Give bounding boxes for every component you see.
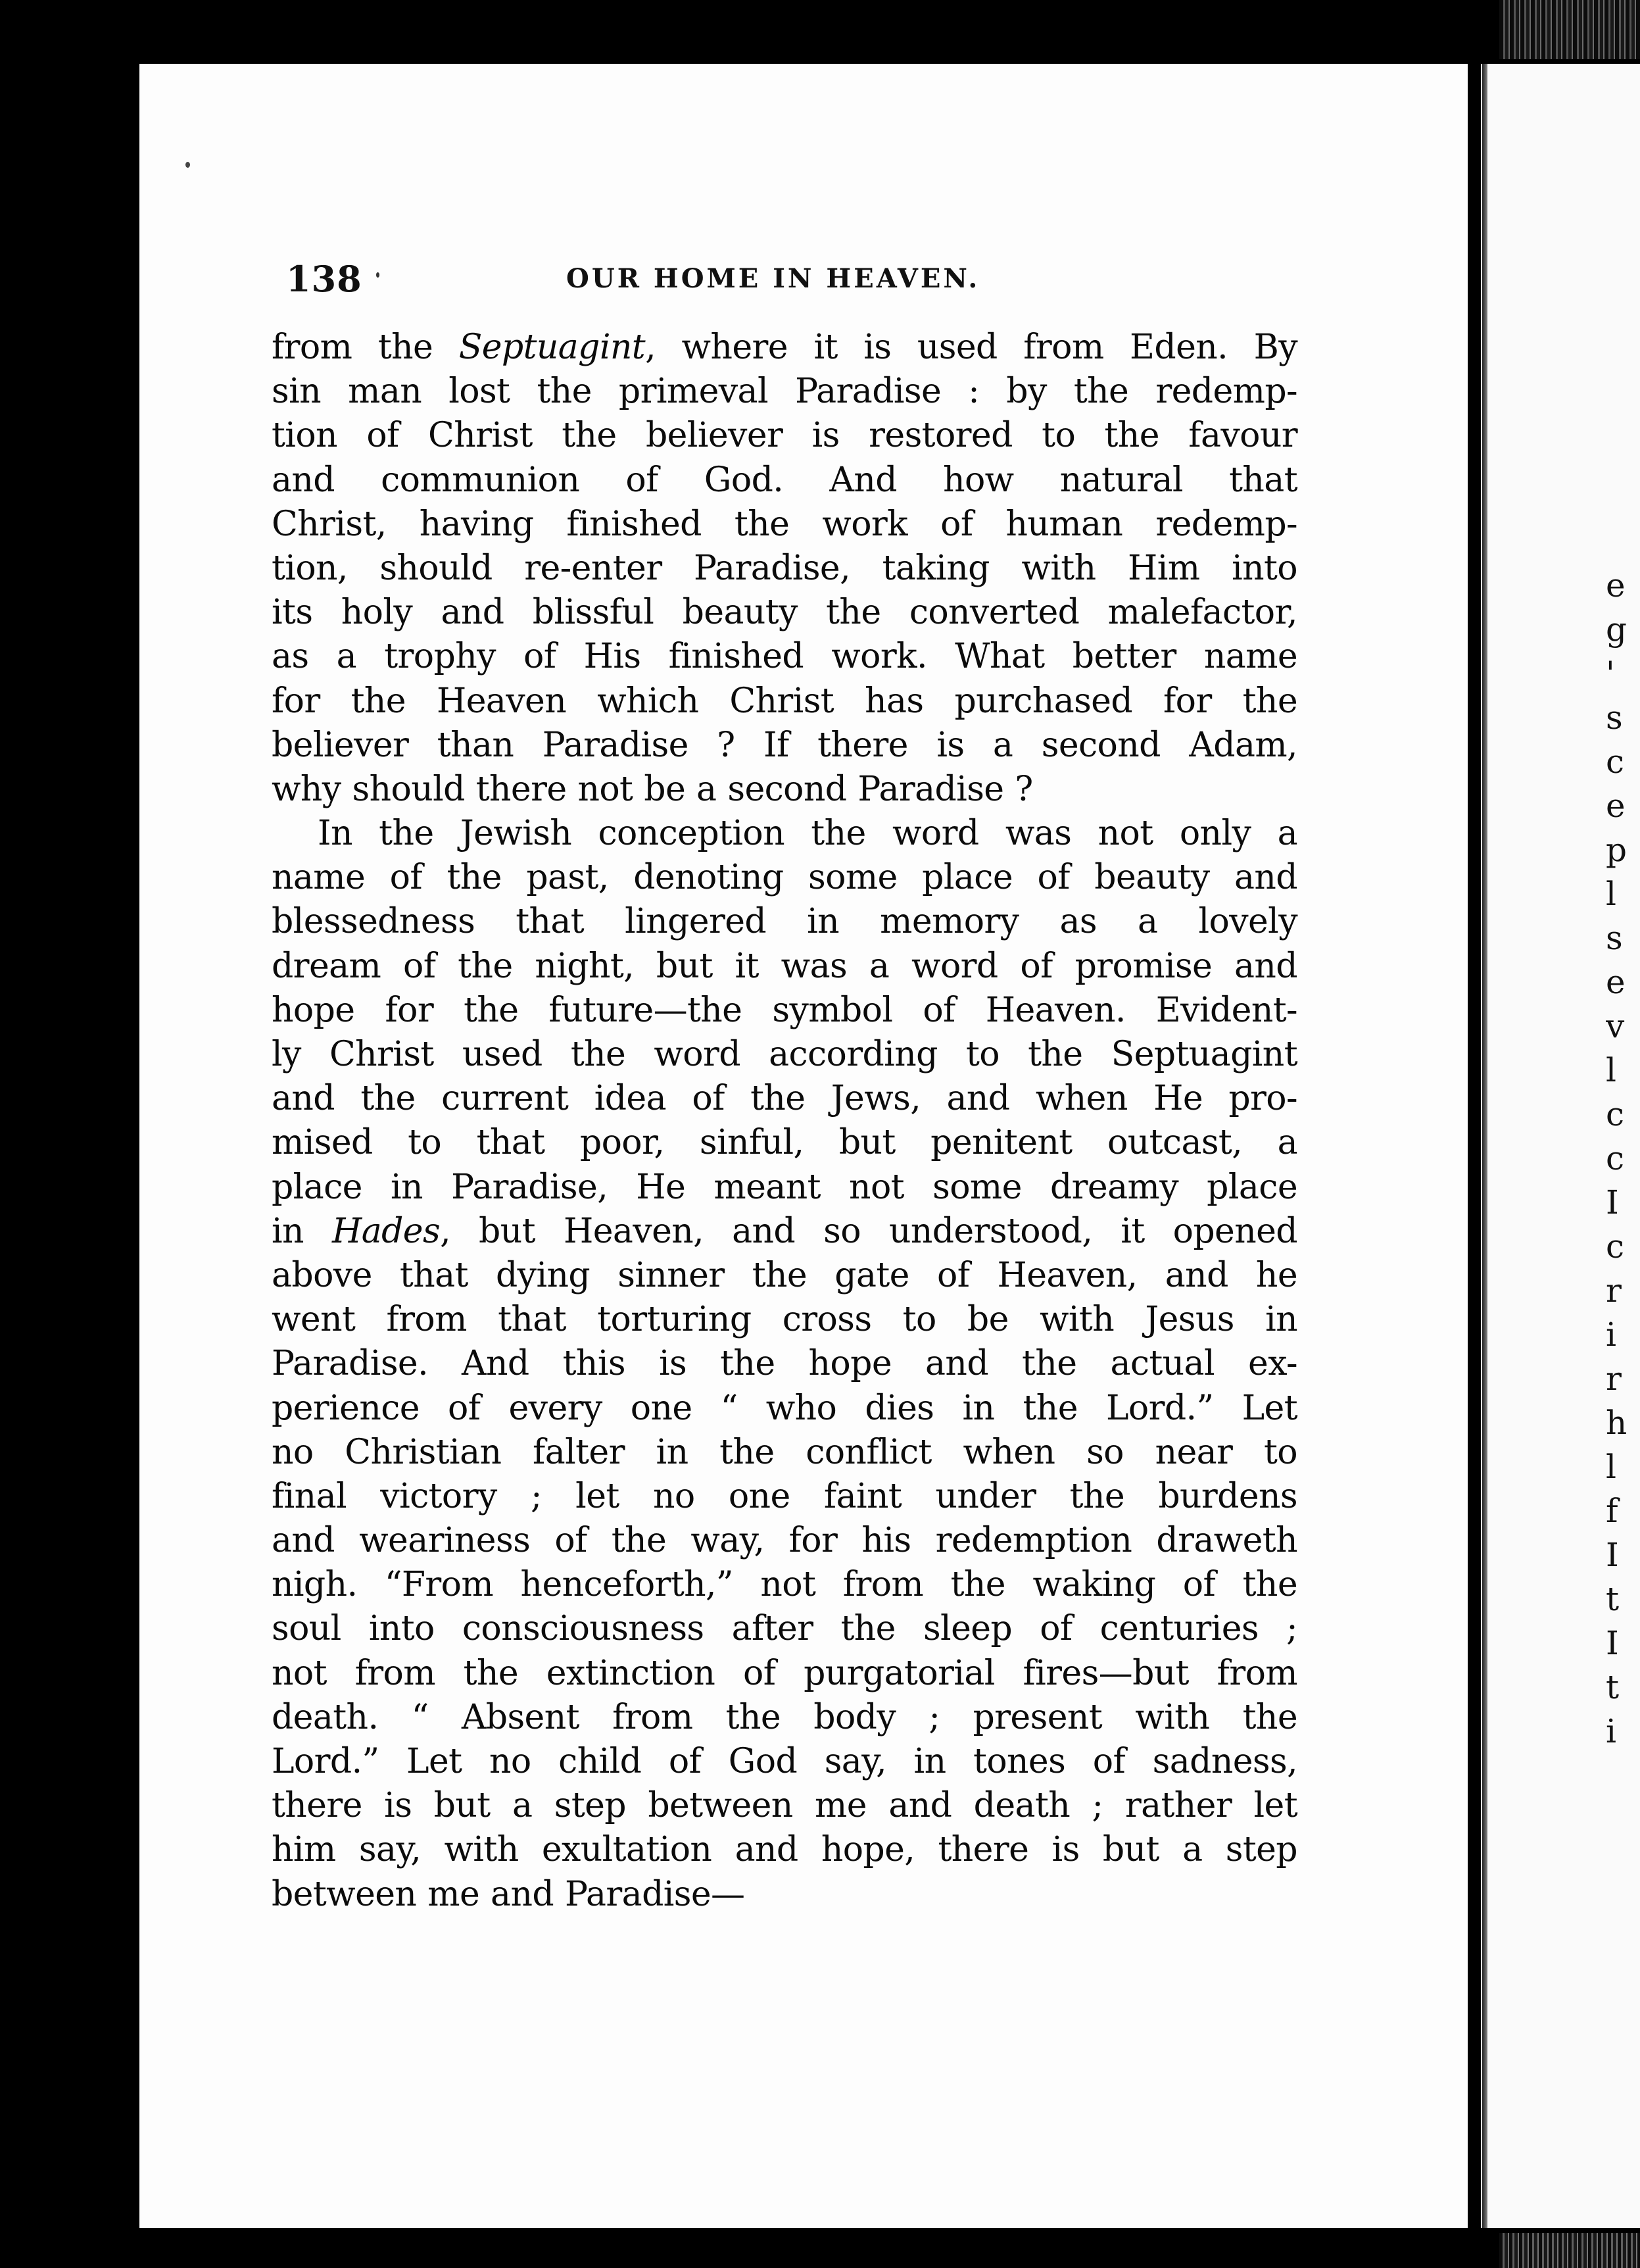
adjacent-page-edge xyxy=(1482,64,1487,2228)
text-line: above that dying sinner the gate of Heaven, and he xyxy=(272,1255,1297,1295)
text-line: its holy and blissful beauty the converted malefactor, xyxy=(272,593,1297,633)
text-line: tion, should re-enter Paradise, taking with Him into xyxy=(272,548,1297,588)
text-line: sin man lost the primeval Paradise : by the redemp- xyxy=(272,372,1297,412)
scan-noise-bottom xyxy=(1499,2233,1640,2268)
adjacent-page-text: e g ' s c e p l s e v l c c I c r i r h l f I t I t i xyxy=(1606,566,1628,1750)
text-line: there is but a step between me and death ; rather let xyxy=(272,1786,1297,1826)
scan-frame-top xyxy=(0,0,1640,62)
text-line: not from the extinction of purgatorial fires—but from xyxy=(272,1653,1297,1693)
text-line: from the Septuagint, where it is used from Eden. By xyxy=(272,328,1297,367)
text-line: Christ, having finished the work of human redemp- xyxy=(272,504,1297,544)
text-line: place in Paradise, He meant not some dreamy place xyxy=(272,1167,1297,1207)
page-number: 138 xyxy=(286,258,362,300)
text-line: dream of the night, but it was a word of promise and xyxy=(272,946,1297,986)
text-line: perience of every one “ who dies in the Lord.” Let xyxy=(272,1388,1297,1428)
text-line: ly Christ used the word according to the Septuagint xyxy=(272,1035,1297,1074)
text-line-paragraph-start: In the Jewish conception the word was not only a xyxy=(318,814,1297,854)
running-head xyxy=(273,258,1312,304)
stray-dot xyxy=(185,162,190,168)
text-line: between me and Paradise— xyxy=(272,1874,745,1914)
text-line: and communion of God. And how natural that xyxy=(272,460,1297,500)
text-line: final victory ; let no one faint under the burdens xyxy=(272,1476,1297,1516)
text-line: no Christian falter in the conflict when so near to xyxy=(272,1432,1297,1472)
text-line: death. “ Absent from the body ; present with the xyxy=(272,1697,1297,1737)
text-line: Lord.” Let no child of God say, in tones of sadness, xyxy=(272,1742,1297,1781)
text-line: name of the past, denoting some place of beauty and xyxy=(272,858,1297,898)
text-line: blessedness that lingered in memory as a lovely xyxy=(272,902,1297,942)
text-line: soul into consciousness after the sleep of centuries ; xyxy=(272,1609,1297,1649)
text-line: and the current idea of the Jews, and when He pro- xyxy=(272,1079,1297,1119)
scan-noise-top xyxy=(1499,0,1640,59)
text-line: as a trophy of His finished work. What better name xyxy=(272,637,1297,677)
running-title: OUR HOME IN HEAVEN. xyxy=(566,263,980,294)
text-line: went from that torturing cross to be with Jesus in xyxy=(272,1300,1297,1340)
text-line: Paradise. And this is the hope and the actual ex- xyxy=(272,1344,1297,1384)
text-line: mised to that poor, sinful, but penitent outcast, a xyxy=(272,1123,1297,1163)
text-line: in Hades, but Heaven, and so understood, it opened xyxy=(272,1211,1297,1251)
adjacent-page xyxy=(1481,64,1640,2228)
binding-gutter xyxy=(1468,64,1481,2228)
text-line: and weariness of the way, for his redemption draweth xyxy=(272,1521,1297,1561)
scan-frame-bottom xyxy=(0,2230,1640,2268)
stray-mark xyxy=(376,272,379,278)
text-line: for the Heaven which Christ has purchased for the xyxy=(272,681,1297,721)
text-line: believer than Paradise ? If there is a second Adam, xyxy=(272,725,1297,765)
text-line: hope for the future—the symbol of Heaven. Evident- xyxy=(272,990,1297,1030)
text-line: him say, with exultation and hope, there is but a step xyxy=(272,1830,1297,1870)
scan-frame-left xyxy=(0,0,138,2268)
body-text xyxy=(272,326,1297,1917)
text-line: why should there not be a second Paradise ? xyxy=(272,769,1033,809)
text-line: tion of Christ the believer is restored to the favour xyxy=(272,416,1297,456)
text-line: nigh. “From henceforth,” not from the waking of the xyxy=(272,1565,1297,1605)
